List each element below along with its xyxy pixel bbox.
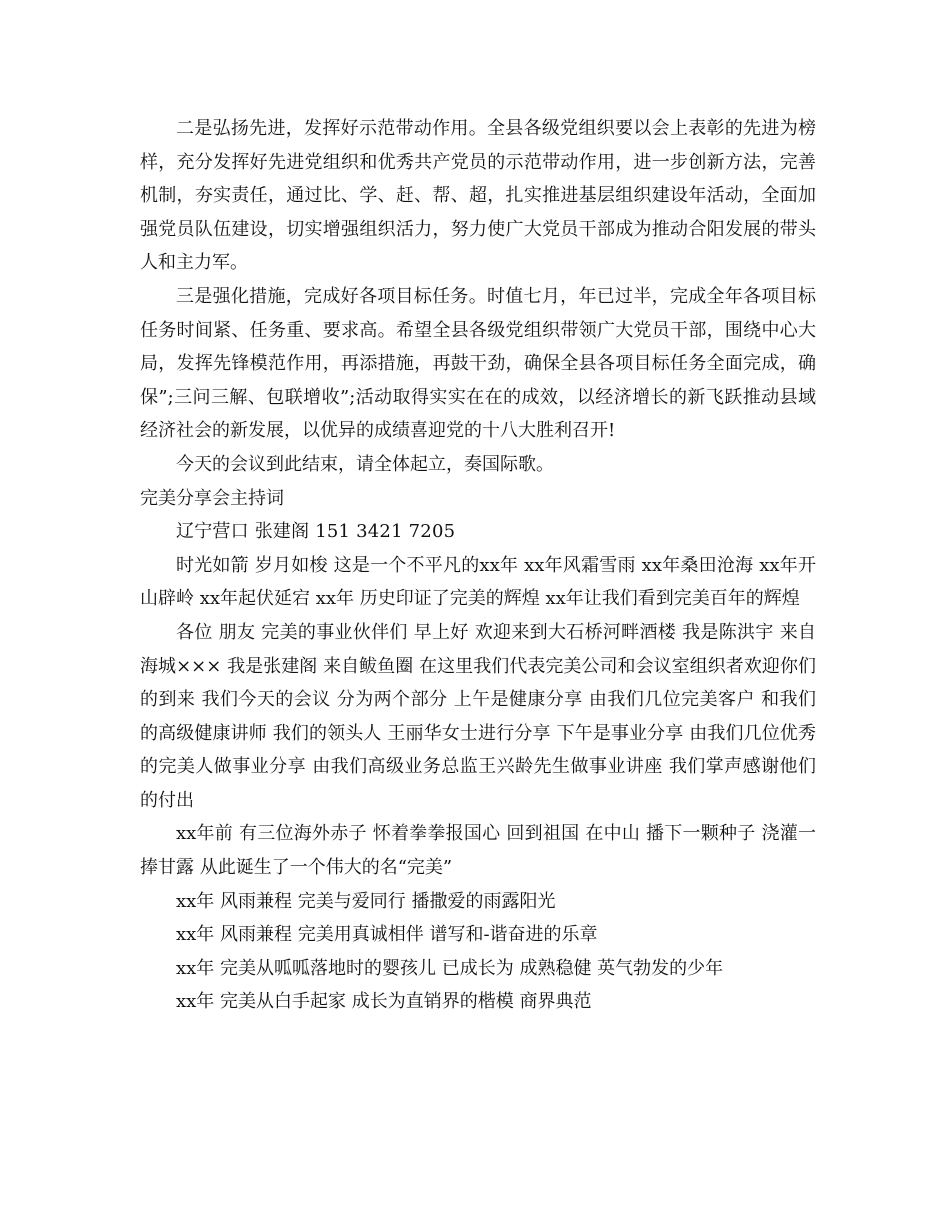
- paragraph-years-growth: xx年 完美从呱呱落地时的婴孩儿 已成长为 成熟稳健 英气勃发的少年: [176, 957, 724, 979]
- section-title: 完美分享会主持词: [140, 487, 284, 509]
- paragraph-years-love: xx年 风雨兼程 完美与爱同行 播撒爱的雨露阳光: [176, 890, 556, 912]
- paragraph-founders: xx年前 有三位海外赤子 怀着拳拳报国心 回到祖国 在中山 播下一颗种子 浇灌一捧甘露 从此诞生了一个伟大的名“完美”: [140, 823, 816, 879]
- paragraph-welcome: 各位 朋友 完美的事业伙伴们 早上好 欢迎来到大石桥河畔酒楼 我是陈洪宇 来自海城××× 我是张建阁 来自鲅鱼圈 在这里我们代表完美公司和会议室组织者欢迎你们的到来 我们今天的会议 分为两个部分 上午是健康分享 由我们几位完美客户 和我们的高级健康讲师 我们的领头人 王丽华女士进行分享 下午是事业分享 由我们几位优秀的完美人做事业分享 由我们高级业务总监王兴龄先生做事业讲座 我们掌声感谢他们的付出: [140, 621, 816, 811]
- paragraph-time-flies: 时光如箭 岁月如梭 这是一个不平凡的xx年 xx年风霜雪雨 xx年桑田沧海 xx年开山辟岭 xx年起伏延宕 xx年 历史印证了完美的辉煌 xx年让我们看到完美百年的辉煌: [140, 554, 816, 610]
- document-page: [140, 112, 816, 1019]
- paragraph-strengthen-measures: 三是强化措施，完成好各项目标任务。时值七月，年已过半，完成全年各项目标任务时间紧、任务重、要求高。希望全县各级党组织带领广大党员干部，围绕中心大局，发挥先锋模范作用，再添措施，再鼓干劲，确保全县各项目标任务全面完成，确保”;三问三解、包联增收”;活动取得实实在在的成效，以经济增长的新飞跃推动县域经济社会的新发展，以优异的成绩喜迎党的十八大胜利召开!: [140, 285, 816, 442]
- paragraph-meeting-close: 今天的会议到此结束，请全体起立，奏国际歌。: [176, 453, 554, 475]
- paragraph-years-model: xx年 完美从白手起家 成长为直销界的楷模 商界典范: [176, 991, 592, 1013]
- author-line: 辽宁营口 张建阁 151 3421 7205: [176, 521, 456, 543]
- paragraph-promote-advanced: 二是弘扬先进，发挥好示范带动作用。全县各级党组织要以会上表彰的先进为榜样，充分发挥好先进党组织和优秀共产党员的示范带动作用，进一步创新方法，完善机制，夯实责任，通过比、学、赶、帮、超，扎实推进基层组织建设年活动，全面加强党员队伍建设，切实增强组织活力，努力使广大党员干部成为推动合阳发展的带头人和主力军。: [140, 118, 816, 274]
- paragraph-years-sincerity: xx年 风雨兼程 完美用真诚相伴 谱写和-谐奋进的乐章: [176, 924, 598, 946]
